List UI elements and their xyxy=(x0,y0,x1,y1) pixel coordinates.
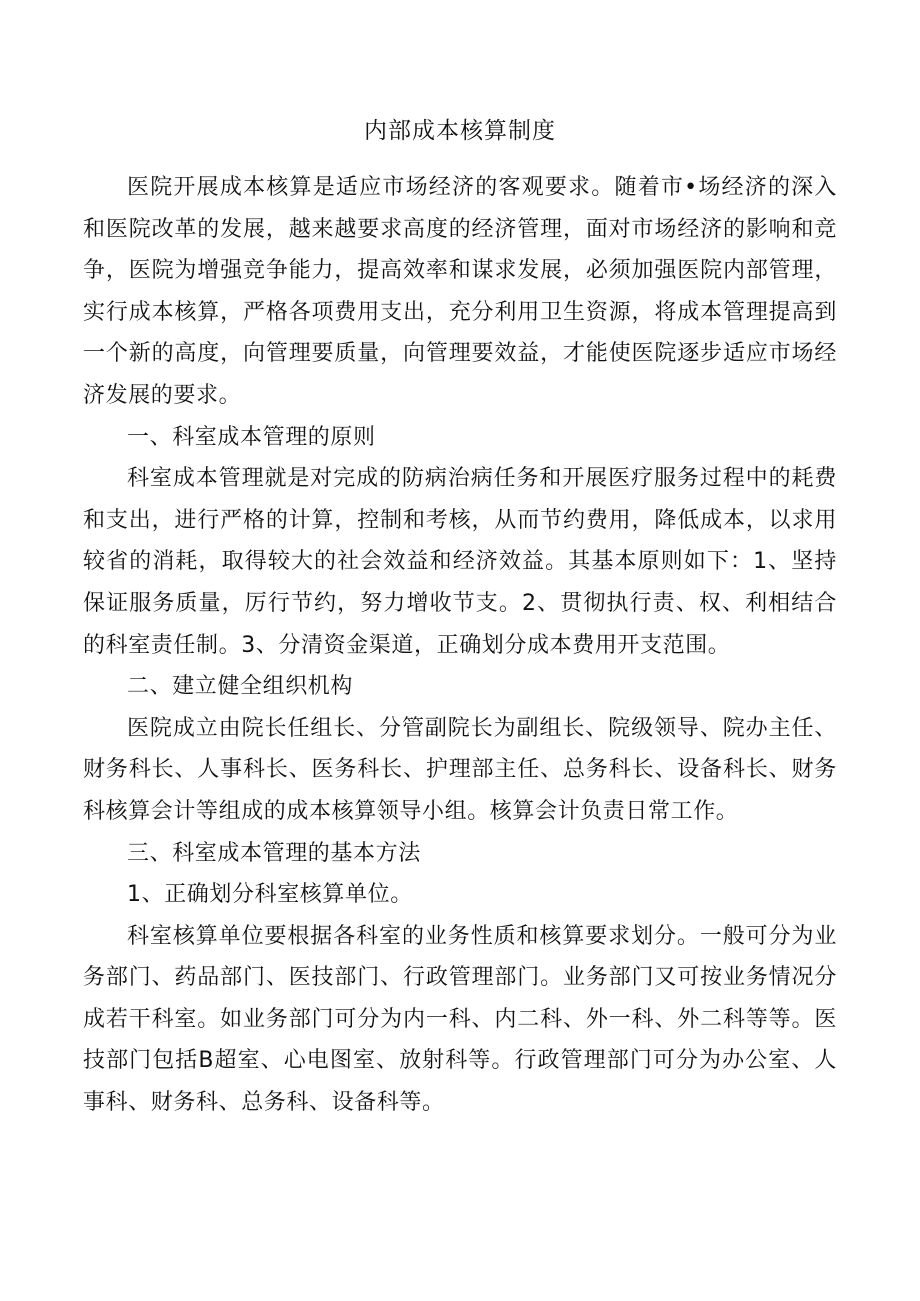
subsection-heading-3-1: 1、正确划分科室核算单位。 xyxy=(127,882,413,908)
document-body xyxy=(83,167,837,1124)
section-2-paragraph: 医院成立由院长任组长、分管副院长为副组长、院级领导、院办主任、财务科长、人事科长、医务科长、护理部主任、总务科长、设备科长、财务科核算会计等组成的成本核算领导小组。核算会计负责日常工作。 xyxy=(83,715,837,824)
intro-paragraph: 医院开展成本核算是适应市场经济的客观要求。随着市•场经济的深入和医院改革的发展，越来越要求高度的经济管理，面对市场经济的影响和竞争，医院为增强竞争能力，提高效率和谋求发展，必须加强医院内部管理，实行成本核算，严格各项费用支出，充分利用卫生资源，将成本管理提高到一个新的高度，向管理要质量，向管理要效益，才能使医院逐步适应市场经济发展的要求。 xyxy=(83,175,837,408)
section-3-paragraph: 科室核算单位要根据各科室的业务性质和核算要求划分。一般可分为业务部门、药品部门、医技部门、行政管理部门。业务部门又可按业务情况分成若干科室。如业务部门可分为内一科、内二科、外一科、外二科等等。医技部门包括B超室、心电图室、放射科等。行政管理部门可分为办公室、人事科、财务科、总务科、设备科等。 xyxy=(83,923,837,1116)
section-heading-3: 三、科室成本管理的基本方法 xyxy=(127,840,421,866)
document-title: 内部成本核算制度 xyxy=(364,118,556,144)
section-heading-2: 二、建立健全组织机构 xyxy=(127,674,354,700)
section-heading-1: 一、科室成本管理的原则 xyxy=(127,424,376,450)
section-1-paragraph: 科室成本管理就是对完成的防病治病任务和开展医疗服务过程中的耗费和支出，进行严格的计算，控制和考核，从而节约费用，降低成本，以求用较省的消耗，取得较大的社会效益和经济效益。其基本原则如下：1、坚持保证服务质量，厉行节约，努力增收节支。2、贯彻执行责、权、利相结合的科室责任制。3、分清资金渠道，正确划分成本费用开支范围。 xyxy=(83,466,837,658)
